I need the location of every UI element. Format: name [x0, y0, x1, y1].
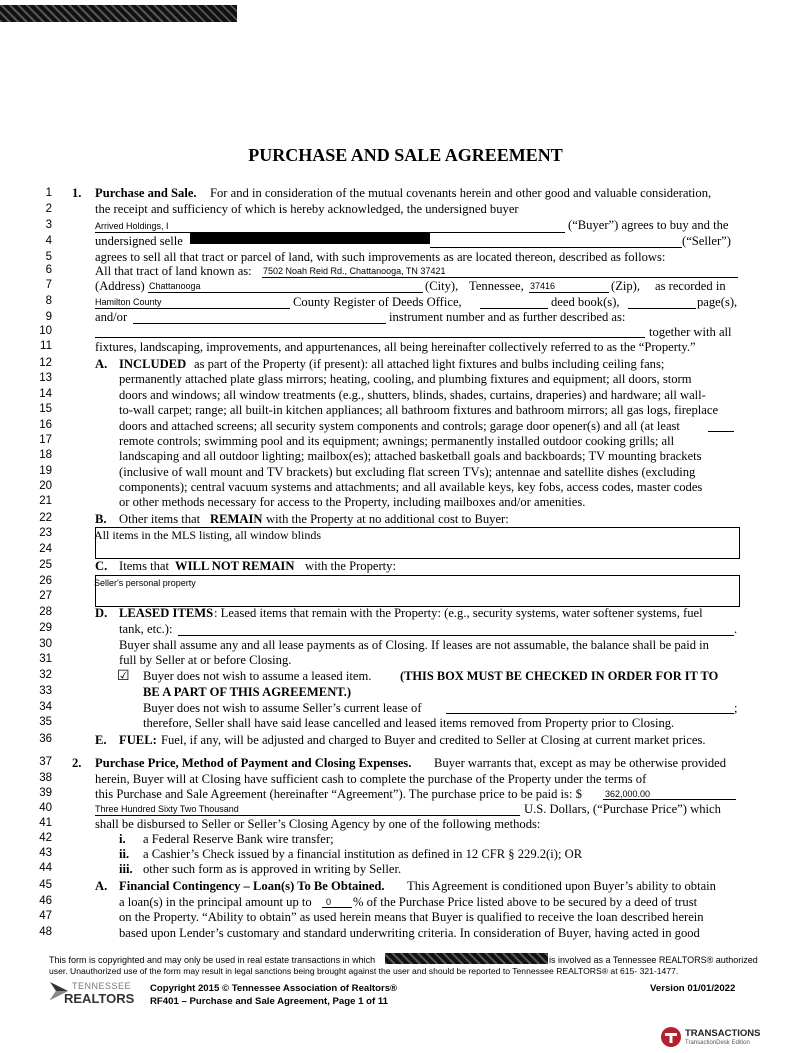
logo-tennessee: TENNESSEE	[72, 981, 132, 991]
instrument-number-field[interactable]	[133, 323, 386, 324]
line-number: 2	[45, 203, 52, 215]
line-number: 37	[39, 756, 52, 768]
subsection-label: B.	[95, 512, 107, 526]
line-number: 22	[39, 512, 52, 524]
line-number: 12	[39, 357, 52, 369]
remote-count-field[interactable]	[708, 431, 734, 432]
paragraph-line: Tennessee,	[469, 279, 524, 293]
subsection-label: D.	[95, 606, 108, 620]
line-number: 42	[39, 832, 52, 844]
line-number: 18	[39, 449, 52, 461]
line-number: 5	[45, 251, 52, 263]
paragraph-line: Other items that	[119, 512, 201, 526]
line-number: 15	[39, 403, 52, 415]
logo-realtors: REALTORS	[64, 991, 135, 1006]
paragraph-line: this Purchase and Sale Agreement (hereinafter “Agreement”). The purchase price to be paid is: $	[95, 787, 582, 801]
paragraph-line: (City),	[425, 279, 459, 293]
subsection-label: A.	[95, 357, 108, 371]
paragraph-line: fixtures, landscaping, improvements, and appurtenances, all being hereinafter collectively referred to as the “Property.”	[95, 340, 696, 354]
paragraph-line: tank, etc.):	[119, 622, 173, 636]
list-item: a Cashier’s Check issued by a financial institution as defined in 12 CFR § 229.2(i); OR	[143, 847, 583, 861]
line-number: 35	[39, 716, 52, 728]
line-number: 47	[39, 910, 52, 922]
address-field[interactable]: 7502 Noah Reid Rd., Chattanooga, TN 37421	[263, 266, 446, 276]
paragraph-line: full by Seller at or before Closing.	[119, 653, 292, 667]
line-number: 38	[39, 772, 52, 784]
line-number: 36	[39, 733, 52, 745]
paragraph-line: remote controls; swimming pool and its equipment; awnings; permanently installed outdoor cooking grills; all	[119, 434, 675, 448]
line-number: 16	[39, 419, 52, 431]
paragraph-line: Fuel, if any, will be adjusted and charged to Buyer and credited to Seller at Closing at current market prices.	[161, 733, 706, 747]
line-number: 46	[39, 895, 52, 907]
subsection-label: E.	[95, 733, 107, 747]
list-item: other such form as is approved in writing by Seller.	[143, 862, 402, 876]
paragraph-line: on the Property. “Ability to obtain” as used herein means that Buyer is qualified to receive the loan described herein	[119, 910, 704, 924]
subsection-heading: FUEL:	[119, 733, 157, 747]
subsection-label: C.	[95, 559, 108, 573]
leased-items-field[interactable]	[178, 635, 734, 636]
paragraph-line: (“Buyer”) agrees to buy and the	[568, 218, 729, 232]
paragraph-line: (inclusive of wall mount and TV brackets) but excluding flat screen TVs); antennae and satellite dishes (excluding	[119, 465, 696, 479]
line-number: 24	[39, 543, 52, 555]
list-item: a Federal Reserve Bank wire transfer;	[143, 832, 334, 846]
page-title: PURCHASE AND SALE AGREEMENT	[248, 145, 563, 165]
paragraph-line: permanently attached plate glass mirrors; heating, cooling, and plumbing fixtures and equipment; all doors, storm	[119, 372, 692, 386]
footer-notice: This form is copyrighted and may only be used in real estate transactions in which	[49, 955, 376, 965]
paragraph-line: with the Property at no additional cost to Buyer:	[266, 512, 509, 526]
paragraph-line: instrument number and as further described as:	[389, 310, 626, 324]
paragraph-line: For and in consideration of the mutual covenants herein and other good and valuable consideration,	[210, 186, 712, 200]
page-field[interactable]	[628, 308, 696, 309]
transactiondesk-logo-icon	[660, 1026, 682, 1048]
version: Version 01/01/2022	[650, 983, 736, 994]
paragraph-line: undersigned selle	[95, 234, 183, 248]
zip-field[interactable]: 37416	[530, 281, 556, 291]
form-id: RF401 – Purchase and Sale Agreement, Page 1 of 11	[150, 996, 388, 1007]
county-field-line	[95, 308, 290, 309]
paragraph-line: therefore, Seller shall have said lease cancelled and leased items removed from Property prior to Closing.	[143, 716, 675, 730]
redacted-licensee	[385, 953, 548, 964]
line-number: 43	[39, 847, 52, 859]
section-heading: Purchase Price, Method of Payment and Closing Expenses.	[95, 756, 412, 770]
line-number: 4	[45, 235, 52, 247]
buyer-field[interactable]: Arrived Holdings, I	[95, 221, 169, 231]
line-number: 26	[39, 575, 52, 587]
paragraph-line: Buyer does not wish to assume a leased item.	[143, 669, 372, 683]
transactiondesk-sub: TransactionDesk Edition	[685, 1040, 750, 1046]
loan-percent-line	[322, 907, 352, 908]
paragraph-line: with the Property:	[305, 559, 396, 573]
price-words-field[interactable]: Three Hundred Sixty Two Thousand	[95, 804, 239, 814]
paragraph-line: and/or	[95, 310, 128, 324]
line-number: 29	[39, 622, 52, 634]
subsection-heading: REMAIN	[210, 512, 263, 526]
county-field[interactable]: Hamilton County	[95, 297, 162, 307]
line-number: 41	[39, 817, 52, 829]
period-mark: .	[734, 622, 738, 636]
paragraph-line: landscaping and all outdoor lighting; mailbox(es); attached basketball goals and backboards; TV mounting brackets	[119, 449, 702, 463]
section-number: 1.	[72, 186, 82, 200]
paragraph-line: % of the Purchase Price listed above to be secured by a deed of trust	[353, 895, 698, 909]
footer-notice: is involved as a Tennessee REALTORS® authorized	[549, 955, 758, 965]
line-number: 21	[39, 495, 52, 507]
copyright: Copyright 2015 © Tennessee Association of Realtors®	[150, 983, 398, 994]
line-number: 28	[39, 606, 52, 618]
paragraph-line: shall be disbursed to Seller or Seller’s Closing Agency by one of the following methods:	[95, 817, 541, 831]
paragraph-line: a loan(s) in the principal amount up to	[119, 895, 312, 909]
purchase-price-field[interactable]: 362,000.00	[605, 789, 651, 799]
paragraph-line: Items that	[119, 559, 170, 573]
paragraph-line: the receipt and sufficiency of which is hereby acknowledged, the undersigned buyer	[95, 202, 519, 216]
loan-percent-field[interactable]: 0	[326, 897, 332, 907]
line-number: 25	[39, 559, 52, 571]
line-number: 34	[39, 701, 52, 713]
line-number: 17	[39, 434, 52, 446]
footer-notice: user. Unauthorized use of the form may result in legal sanctions being brought against the user and should be reported to Tennessee REALTORS® at 615- 321-1477.	[49, 966, 679, 976]
paragraph-line: (Address)	[95, 279, 145, 293]
address-field-line	[262, 277, 738, 278]
price-words-line	[95, 815, 520, 816]
line-number: 14	[39, 388, 52, 400]
paragraph-line: : Leased items that remain with the Property: (e.g., security systems, water softener systems, fuel	[214, 606, 703, 620]
line-number: 33	[39, 685, 52, 697]
paragraph-line: together with all	[649, 325, 732, 339]
subsection-heading: LEASED ITEMS	[119, 606, 214, 620]
line-number: 7	[45, 279, 52, 291]
purchase-price-line	[603, 799, 736, 800]
line-number: 23	[39, 527, 52, 539]
leased-item-checkbox[interactable]: ☑	[117, 668, 130, 684]
paragraph-line: (“Seller”)	[682, 234, 731, 248]
line-number: 30	[39, 638, 52, 650]
paragraph-line: deed book(s),	[551, 295, 620, 309]
line-number: 8	[45, 295, 52, 307]
line-number: 44	[39, 862, 52, 874]
paragraph-line: or other methods necessary for access to the Property, including mailboxes and/or amenities.	[119, 495, 586, 509]
semicolon-mark: ;	[734, 701, 738, 715]
paragraph-line: (Zip),	[611, 279, 641, 293]
line-number: 10	[39, 325, 52, 337]
current-lease-field[interactable]	[446, 713, 734, 714]
section-heading: Purchase and Sale.	[95, 186, 197, 200]
list-label: ii.	[119, 847, 130, 861]
redacted-seller-name	[190, 232, 430, 244]
paragraph-line: Buyer warrants that, except as may be otherwise provided	[434, 756, 727, 770]
transactiondesk-name: TRANSACTIONS	[685, 1028, 761, 1039]
remain-items-field: All items in the MLS listing, all window blinds	[94, 528, 322, 542]
city-field-line	[148, 292, 423, 293]
line-number: 3	[45, 219, 52, 231]
bold-notice: (THIS BOX MUST BE CHECKED IN ORDER FOR IT TO	[400, 669, 719, 683]
subsection-label: A.	[95, 879, 108, 893]
subsection-heading: Financial Contingency – Loan(s) To Be Obtained.	[119, 879, 385, 893]
list-label: iii.	[119, 862, 133, 876]
redacted-header-block	[0, 5, 237, 22]
paragraph-line: Buyer shall assume any and all lease payments as of Closing. If leases are not assumable, the balance shall be paid in	[119, 638, 709, 652]
paragraph-line: as recorded in	[655, 279, 726, 293]
paragraph-line: herein, Buyer will at Closing have sufficient cash to complete the purchase of the Property under the terms of	[95, 772, 647, 786]
description-field[interactable]	[95, 337, 645, 338]
not-remain-items-field: Seller's personal property	[94, 578, 196, 588]
line-number: 48	[39, 926, 52, 938]
subsection-heading: INCLUDED	[119, 357, 187, 371]
paragraph-line: All that tract of land known as:	[95, 264, 252, 278]
deed-book-field[interactable]	[480, 308, 548, 309]
city-field[interactable]: Chattanooga	[149, 281, 201, 291]
line-number: 11	[40, 340, 52, 352]
line-number: 13	[39, 372, 52, 384]
paragraph-line: Buyer does not wish to assume Seller’s current lease of	[143, 701, 422, 715]
paragraph-line: page(s),	[697, 295, 738, 309]
list-label: i.	[119, 832, 126, 846]
line-number: 6	[45, 264, 52, 276]
paragraph-line: agrees to sell all that tract or parcel of land, with such improvements as are located thereon, described as follows:	[95, 250, 666, 264]
line-number: 31	[39, 653, 52, 665]
paragraph-line: as part of the Property (if present): all attached light fixtures and bulbs including ceiling fans;	[194, 357, 665, 371]
paragraph-line: This Agreement is conditioned upon Buyer’s ability to obtain	[407, 879, 716, 893]
section-number: 2.	[72, 756, 82, 770]
seller-field-line	[430, 247, 682, 248]
subsection-heading: WILL NOT REMAIN	[175, 559, 295, 573]
line-number: 9	[45, 311, 52, 323]
paragraph-line: to-wall carpet; range; all built-in kitchen appliances; all bathroom fixtures and bathroom mirrors; all gas logs, fireplace	[119, 403, 719, 417]
paragraph-line: County Register of Deeds Office,	[293, 295, 462, 309]
line-number: 39	[39, 787, 52, 799]
paragraph-line: doors and windows; all window treatments (e.g., shutters, blinds, shades, curtains, draperies) and hardware; all wall-	[119, 388, 706, 402]
paragraph-line: based upon Lender’s customary and standard underwriting criteria. In consideration of Buyer, having acted in good	[119, 926, 700, 940]
line-number: 27	[39, 590, 52, 602]
line-number: 19	[39, 465, 52, 477]
paragraph-line: doors and attached screens; all security system components and controls; garage door opener(s) and all (at least	[119, 419, 680, 433]
line-number: 32	[39, 669, 52, 681]
line-number: 1	[45, 187, 52, 199]
zip-field-line	[529, 292, 609, 293]
line-number: 20	[39, 480, 52, 492]
line-number: 40	[39, 802, 52, 814]
paragraph-line: components); central vacuum systems and attachments; and all available keys, key fobs, access codes, master codes	[119, 480, 703, 494]
paragraph-line: U.S. Dollars, (“Purchase Price”) which	[524, 802, 721, 816]
bold-notice: BE A PART OF THIS AGREEMENT.)	[143, 685, 352, 699]
line-number: 45	[39, 879, 52, 891]
